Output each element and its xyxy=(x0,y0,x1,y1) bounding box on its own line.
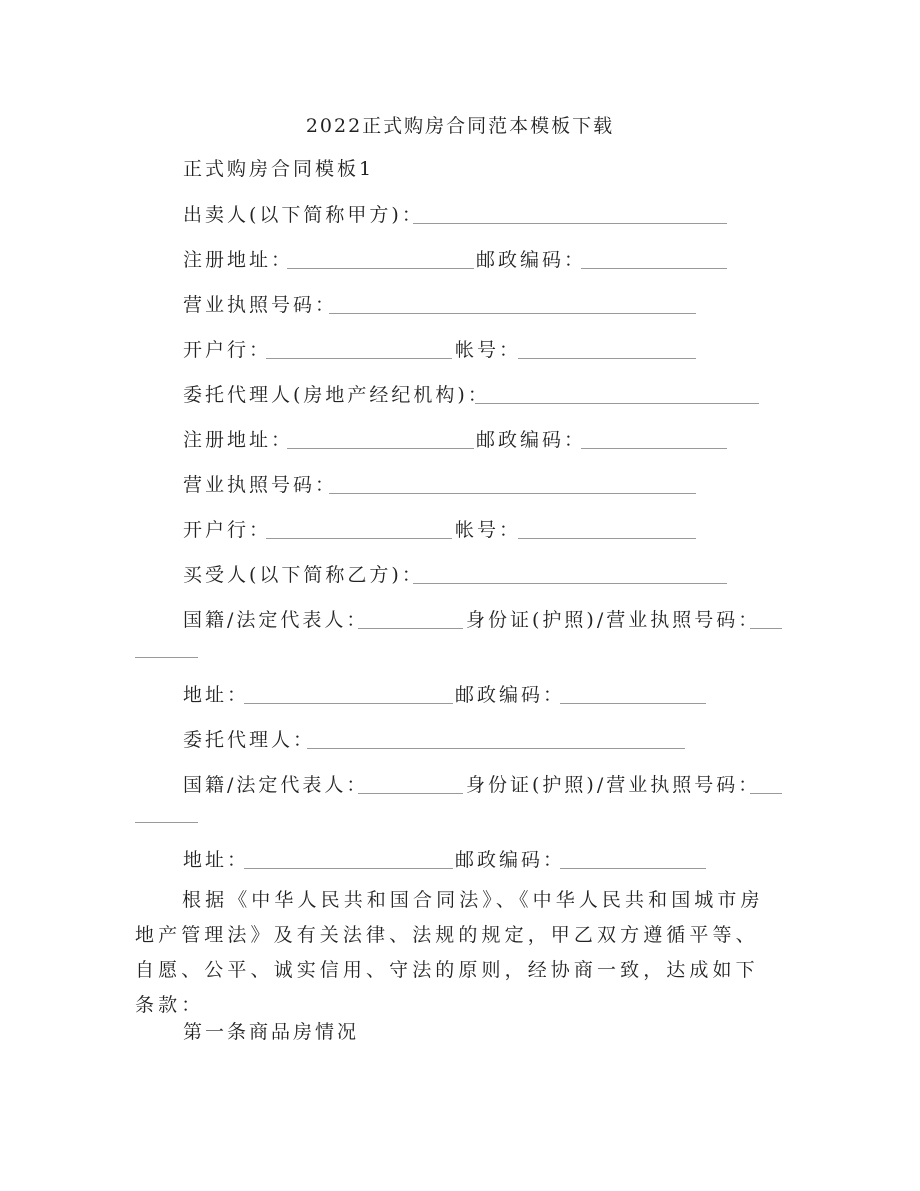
agent-license-blank[interactable] xyxy=(329,492,696,494)
buyer-address-label: 地址： xyxy=(183,684,250,706)
buyer-id-label: 身份证(护照)/营业执照号码： xyxy=(466,609,761,631)
template-heading: 正式购房合同模板1 xyxy=(183,158,375,180)
buyer-label: 买受人(以下简称乙方)： xyxy=(183,564,424,586)
seller-bank-blank[interactable] xyxy=(266,357,452,359)
buyer-postcode-blank[interactable] xyxy=(560,702,706,704)
seller-row xyxy=(183,203,424,227)
seller-bank-label: 开户行： xyxy=(183,339,272,361)
agent-blank[interactable] xyxy=(475,402,759,404)
agent-bank-blank[interactable] xyxy=(266,537,452,539)
buyer-agent-nationality-blank[interactable] xyxy=(358,792,463,794)
agent-bank-label: 开户行： xyxy=(183,519,272,541)
agent-label: 委托代理人(房地产经纪机构)： xyxy=(183,384,490,406)
seller-license-blank[interactable] xyxy=(329,312,696,314)
buyer-agent-address-label: 地址： xyxy=(183,849,250,871)
buyer-agent-label: 委托代理人： xyxy=(183,729,316,751)
buyer-agent-address-blank[interactable] xyxy=(244,867,453,869)
buyer-agent-id-label: 身份证(护照)/营业执照号码： xyxy=(466,774,761,796)
buyer-agent-nationality-label: 国籍/法定代表人： xyxy=(183,774,369,796)
seller-postcode-blank[interactable] xyxy=(581,267,727,269)
article-1-heading: 第一条商品房情况 xyxy=(183,1021,360,1043)
seller-label: 出卖人(以下简称甲方)： xyxy=(183,204,424,226)
buyer-blank[interactable] xyxy=(413,582,727,584)
seller-account-blank[interactable] xyxy=(518,357,696,359)
buyer-id-blank[interactable] xyxy=(750,627,782,629)
buyer-agent-postcode-label: 邮政编码： xyxy=(455,849,566,871)
agent-postcode-label: 邮政编码： xyxy=(476,429,587,451)
seller-postcode-label: 邮政编码： xyxy=(476,249,587,271)
agent-account-label: 帐号： xyxy=(455,519,522,541)
agent-postcode-blank[interactable] xyxy=(581,447,727,449)
seller-account-label: 帐号： xyxy=(455,339,522,361)
buyer-postcode-label: 邮政编码： xyxy=(455,684,566,706)
preamble-paragraph: 根据《中华人民共和国合同法》、《中华人民共和国城市房地产管理法》及有关法律、法规的规定，甲乙双方遵循平等、自愿、公平、诚实信用、守法的原则，经协商一致，达成如下条款： xyxy=(135,889,764,1016)
buyer-agent-id-blank-continued[interactable] xyxy=(135,821,198,823)
buyer-nationality-label: 国籍/法定代表人： xyxy=(183,609,369,631)
buyer-agent-postcode-blank[interactable] xyxy=(560,867,706,869)
buyer-agent-blank[interactable] xyxy=(307,747,685,749)
seller-reg-address-label: 注册地址： xyxy=(183,249,294,271)
buyer-agent-id-blank[interactable] xyxy=(750,792,782,794)
buyer-nationality-blank[interactable] xyxy=(358,627,463,629)
seller-license-label: 营业执照号码： xyxy=(183,294,338,316)
buyer-id-blank-continued[interactable] xyxy=(135,656,198,658)
seller-reg-address-blank[interactable] xyxy=(287,267,474,269)
document-title: 2022正式购房合同范本模板下载 xyxy=(305,115,615,137)
agent-license-label: 营业执照号码： xyxy=(183,474,338,496)
agent-reg-address-label: 注册地址： xyxy=(183,429,294,451)
buyer-address-blank[interactable] xyxy=(244,702,453,704)
seller-blank[interactable] xyxy=(413,222,727,224)
seller-reg-address-row xyxy=(183,248,293,272)
agent-reg-address-blank[interactable] xyxy=(287,447,474,449)
agent-account-blank[interactable] xyxy=(518,537,696,539)
